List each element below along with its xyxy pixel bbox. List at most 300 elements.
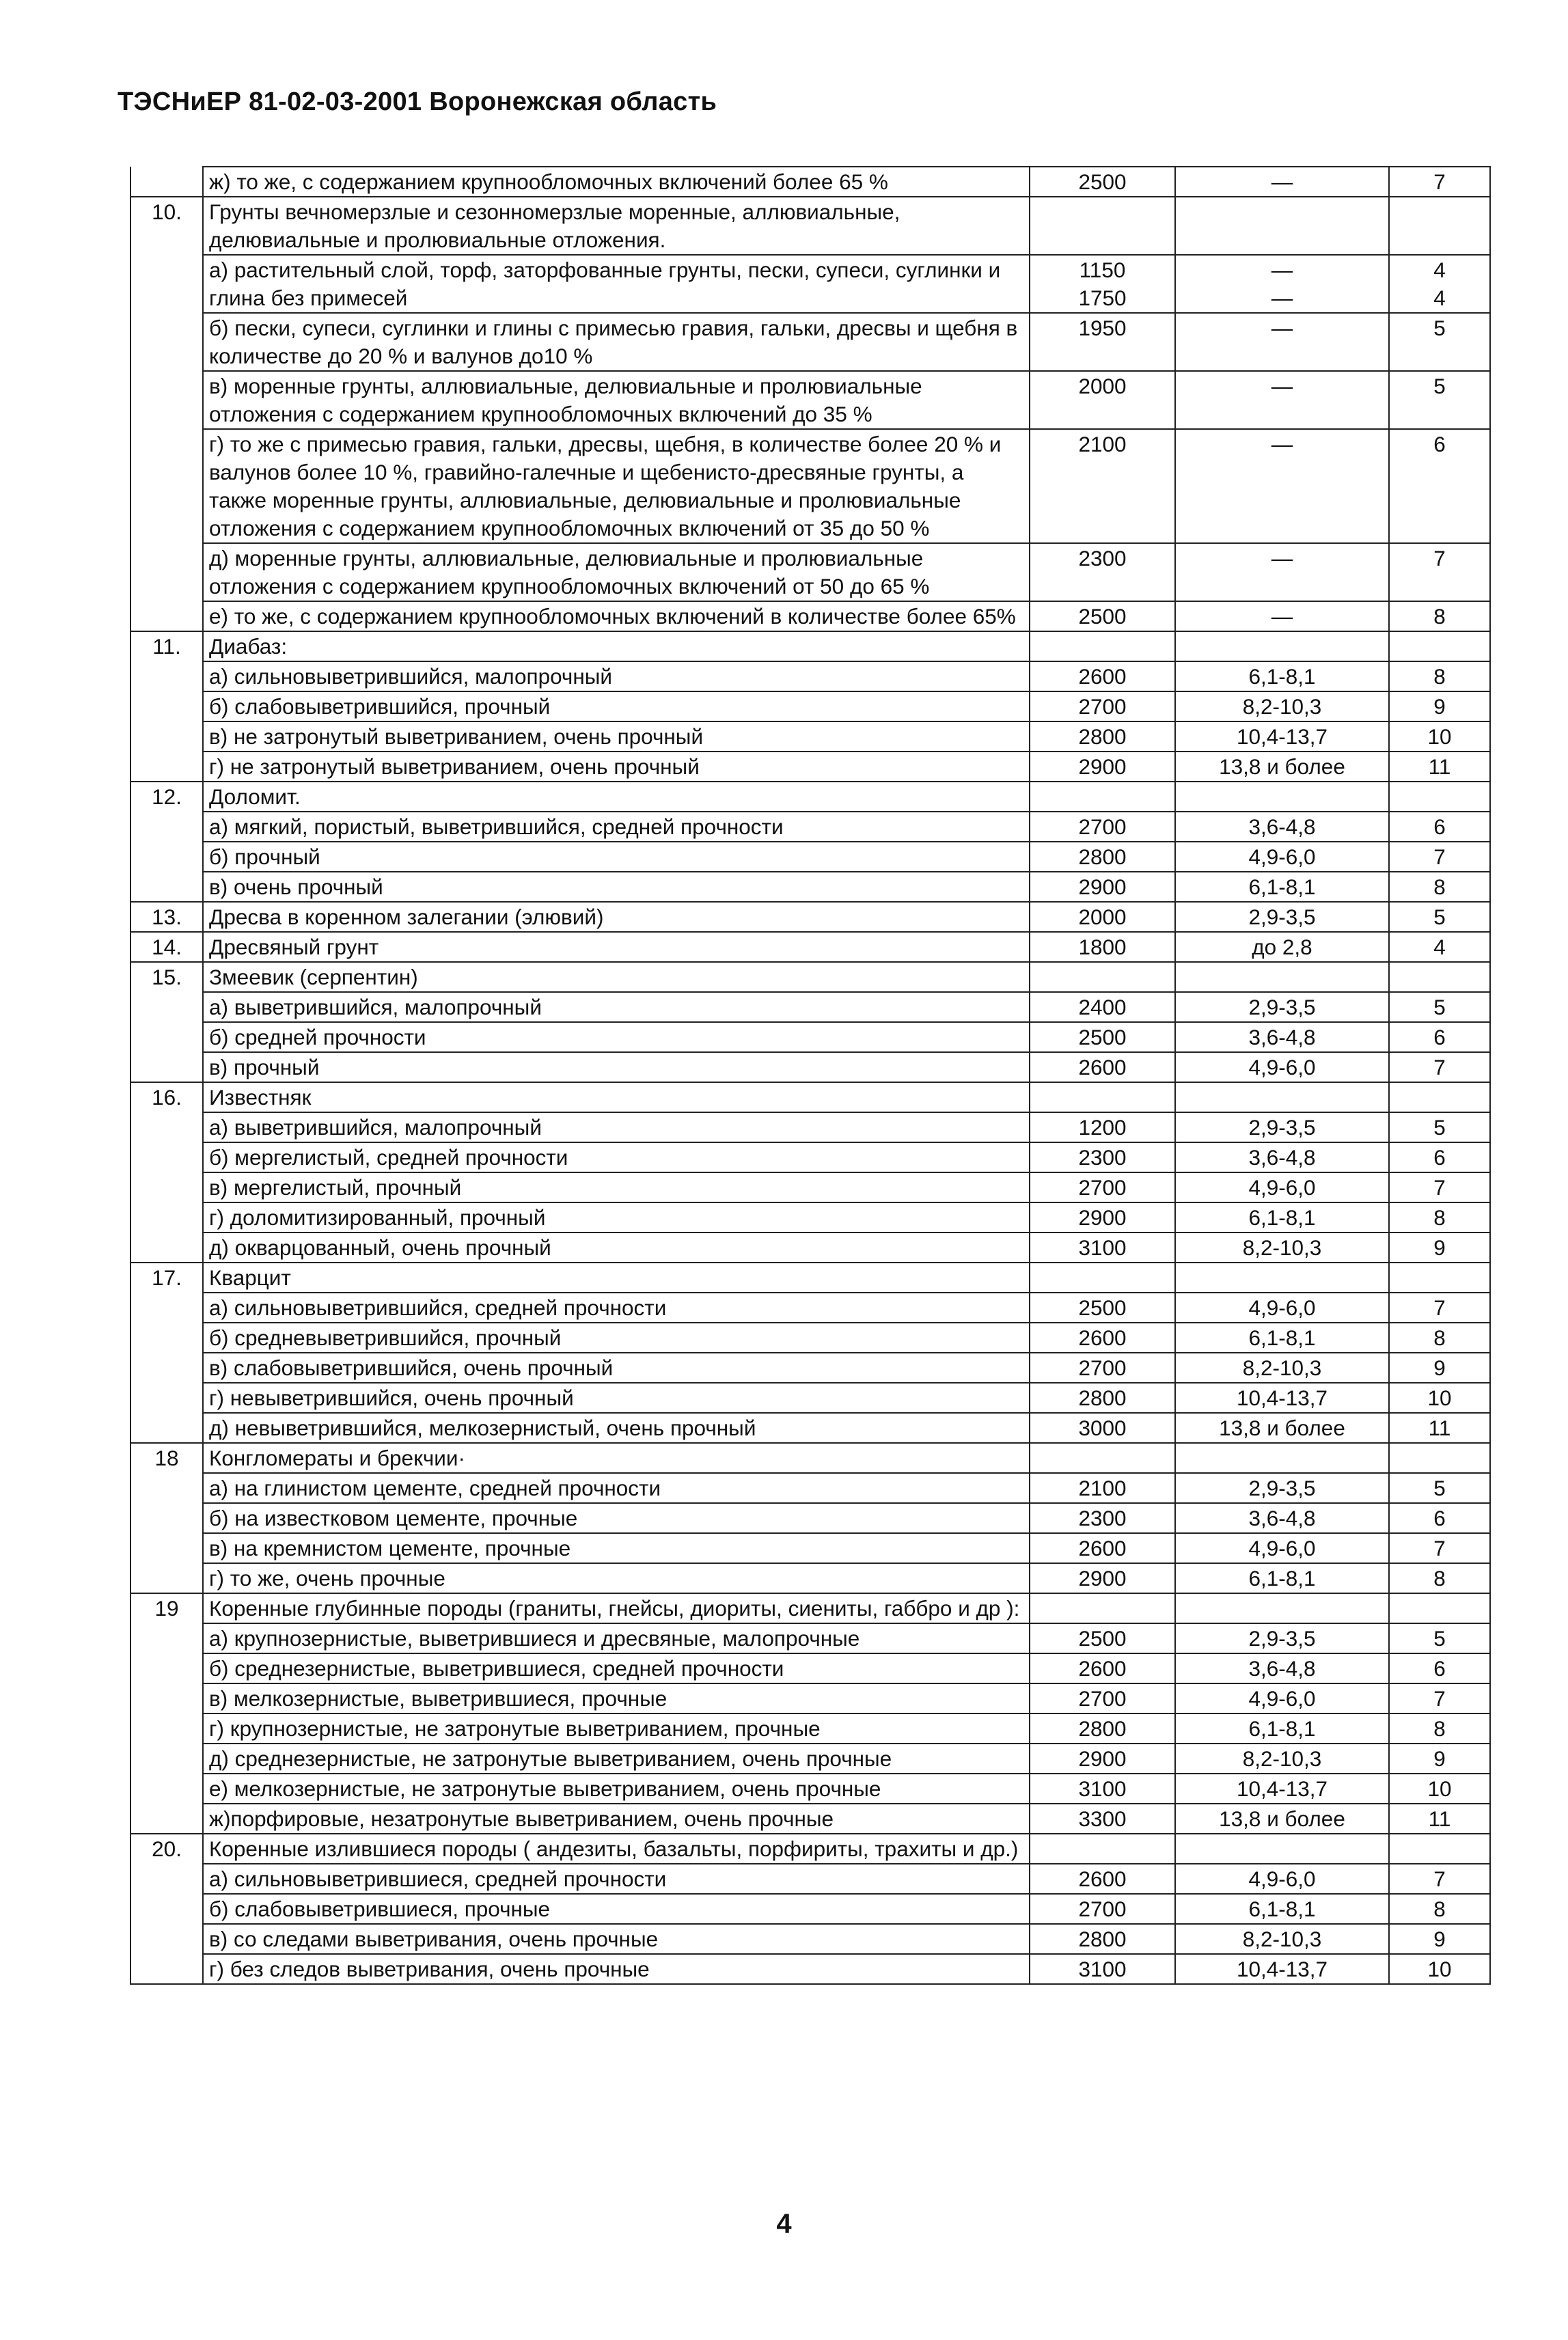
strength-cell: 6,1-8,1 xyxy=(1175,661,1389,691)
row-number-cell xyxy=(130,313,203,371)
group-cell: 5 xyxy=(1389,1473,1490,1503)
strength-cell: 6,1-8,1 xyxy=(1175,1563,1389,1593)
group-cell: 5 xyxy=(1389,992,1490,1022)
description-cell: а) сильновыветрившийся, средней прочности xyxy=(203,1293,1030,1323)
row-number-cell xyxy=(130,1353,203,1383)
table-row xyxy=(130,1353,1490,1383)
row-number-cell xyxy=(130,543,203,601)
table-row xyxy=(130,1954,1490,1984)
description-cell: Доломит. xyxy=(203,782,1030,812)
strength-cell: 2,9-3,5 xyxy=(1175,1473,1389,1503)
density-cell: 3000 xyxy=(1030,1413,1175,1443)
density-cell: 2800 xyxy=(1030,1713,1175,1744)
density-cell: 2800 xyxy=(1030,1924,1175,1954)
description-cell: в) на кремнистом цементе, прочные xyxy=(203,1533,1030,1563)
row-number-cell xyxy=(130,1924,203,1954)
row-number-cell xyxy=(130,812,203,842)
strength-cell: 3,6-4,8 xyxy=(1175,1022,1389,1052)
description-cell: г) крупнозернистые, не затронутые выветриванием, прочные xyxy=(203,1713,1030,1744)
density-cell: 2000 xyxy=(1030,902,1175,932)
group-cell xyxy=(1389,1443,1490,1473)
density-cell xyxy=(1030,962,1175,992)
group-cell: 7 xyxy=(1389,543,1490,601)
strength-cell: 10,4-13,7 xyxy=(1175,721,1389,752)
group-cell: 7 xyxy=(1389,1293,1490,1323)
description-cell: г) то же с примесью гравия, гальки, дресвы, щебня, в количестве более 20 % и валунов более 10 %, гравийно-галечные и щебенисто-дресвяные грунты, а также моренные грунты, аллювиальные, делювиальные и пролювиальные отложения с содержанием крупнообломочных включений от 35 до 50 % xyxy=(203,429,1030,543)
strength-cell: 13,8 и более xyxy=(1175,752,1389,782)
row-number-cell xyxy=(130,721,203,752)
group-cell: 6 xyxy=(1389,1142,1490,1172)
description-cell: е) то же, с содержанием крупнообломочных включений в количестве более 65% xyxy=(203,601,1030,631)
density-cell: 2700 xyxy=(1030,1172,1175,1202)
group-cell xyxy=(1389,962,1490,992)
row-number-cell xyxy=(130,992,203,1022)
row-number-cell xyxy=(130,1623,203,1653)
row-number-cell xyxy=(130,1713,203,1744)
table-body xyxy=(130,167,1490,1984)
table-row xyxy=(130,1022,1490,1052)
description-cell: в) не затронутый выветриванием, очень прочный xyxy=(203,721,1030,752)
density-cell: 2500 xyxy=(1030,1623,1175,1653)
row-number-cell xyxy=(130,1744,203,1774)
group-cell xyxy=(1389,631,1490,661)
description-cell: б) прочный xyxy=(203,842,1030,872)
row-number-cell: 13. xyxy=(130,902,203,932)
group-cell: 11 xyxy=(1389,752,1490,782)
table-row xyxy=(130,1142,1490,1172)
strength-cell: 4,9-6,0 xyxy=(1175,1293,1389,1323)
group-cell: 6 xyxy=(1389,1503,1490,1533)
group-cell: 9 xyxy=(1389,1353,1490,1383)
density-cell: 2900 xyxy=(1030,872,1175,902)
table-row xyxy=(130,1112,1490,1142)
density-cell: 2500 xyxy=(1030,167,1175,197)
row-number-cell xyxy=(130,1323,203,1353)
group-cell: 8 xyxy=(1389,1323,1490,1353)
row-number-cell xyxy=(130,1233,203,1263)
strength-cell xyxy=(1175,1082,1389,1112)
strength-cell xyxy=(1175,631,1389,661)
table-row xyxy=(130,1563,1490,1593)
table-row xyxy=(130,1894,1490,1924)
strength-cell: 6,1-8,1 xyxy=(1175,872,1389,902)
group-cell: 9 xyxy=(1389,1744,1490,1774)
density-cell xyxy=(1030,782,1175,812)
table-row xyxy=(130,661,1490,691)
density-cell: 2800 xyxy=(1030,842,1175,872)
row-number-cell xyxy=(130,842,203,872)
strength-cell: 6,1-8,1 xyxy=(1175,1202,1389,1233)
row-number-cell: 20. xyxy=(130,1834,203,1864)
row-number-cell xyxy=(130,1563,203,1593)
table-row xyxy=(130,1293,1490,1323)
table-row xyxy=(130,371,1490,429)
description-cell: а) сильновыветрившиеся, средней прочности xyxy=(203,1864,1030,1894)
soil-classification-table-wrap xyxy=(130,166,1489,1985)
strength-cell: 10,4-13,7 xyxy=(1175,1954,1389,1984)
density-cell: 2600 xyxy=(1030,661,1175,691)
table-row xyxy=(130,167,1490,197)
table-row xyxy=(130,1653,1490,1683)
strength-cell: — xyxy=(1175,167,1389,197)
group-cell: 10 xyxy=(1389,1383,1490,1413)
row-number-cell xyxy=(130,1653,203,1683)
group-cell: 7 xyxy=(1389,167,1490,197)
strength-cell: 3,6-4,8 xyxy=(1175,812,1389,842)
group-cell: 8 xyxy=(1389,1894,1490,1924)
density-cell: 2600 xyxy=(1030,1653,1175,1683)
group-cell: 10 xyxy=(1389,1954,1490,1984)
row-number-cell xyxy=(130,1142,203,1172)
description-cell: д) моренные грунты, аллювиальные, делювиальные и пролювиальные отложения с содержанием крупнообломочных включений от 50 до 65 % xyxy=(203,543,1030,601)
row-number-cell xyxy=(130,1774,203,1804)
description-cell: г) не затронутый выветриванием, очень прочный xyxy=(203,752,1030,782)
strength-cell: 8,2-10,3 xyxy=(1175,1744,1389,1774)
table-row xyxy=(130,429,1490,543)
group-cell: 8 xyxy=(1389,661,1490,691)
strength-cell: — xyxy=(1175,429,1389,543)
description-cell: ж) то же, с содержанием крупнообломочных включений более 65 % xyxy=(203,167,1030,197)
table-row xyxy=(130,1082,1490,1112)
description-cell: г) невыветрившийся, очень прочный xyxy=(203,1383,1030,1413)
table-row xyxy=(130,721,1490,752)
description-cell: в) моренные грунты, аллювиальные, делювиальные и пролювиальные отложения с содержанием крупнообломочных включений до 35 % xyxy=(203,371,1030,429)
density-cell: 2700 xyxy=(1030,812,1175,842)
strength-cell: 13,8 и более xyxy=(1175,1804,1389,1834)
description-cell: б) средневыветрившийся, прочный xyxy=(203,1323,1030,1353)
table-row xyxy=(130,255,1490,313)
description-cell: е) мелкозернистые, не затронутые выветриванием, очень прочные xyxy=(203,1774,1030,1804)
strength-cell: 8,2-10,3 xyxy=(1175,1233,1389,1263)
strength-cell: 10,4-13,7 xyxy=(1175,1774,1389,1804)
row-number-cell: 16. xyxy=(130,1082,203,1112)
strength-cell: 10,4-13,7 xyxy=(1175,1383,1389,1413)
strength-cell: — xyxy=(1175,371,1389,429)
density-cell: 2900 xyxy=(1030,1744,1175,1774)
row-number-cell xyxy=(130,1864,203,1894)
density-cell: 3100 xyxy=(1030,1774,1175,1804)
group-cell: 5 xyxy=(1389,902,1490,932)
density-cell: 2800 xyxy=(1030,1383,1175,1413)
row-number-cell: 11. xyxy=(130,631,203,661)
density-cell xyxy=(1030,1593,1175,1623)
group-cell: 9 xyxy=(1389,691,1490,721)
row-number-cell xyxy=(130,1683,203,1713)
description-cell: Конгломераты и брекчии· xyxy=(203,1443,1030,1473)
strength-cell: 3,6-4,8 xyxy=(1175,1653,1389,1683)
table-row xyxy=(130,543,1490,601)
group-cell: 5 xyxy=(1389,313,1490,371)
strength-cell: 8,2-10,3 xyxy=(1175,691,1389,721)
page-number: 4 xyxy=(776,2209,792,2239)
table-row xyxy=(130,1052,1490,1082)
density-cell: 2700 xyxy=(1030,691,1175,721)
table-row xyxy=(130,872,1490,902)
row-number-cell xyxy=(130,872,203,902)
density-cell: 2900 xyxy=(1030,752,1175,782)
strength-cell: 4,9-6,0 xyxy=(1175,1683,1389,1713)
strength-cell: 4,9-6,0 xyxy=(1175,1864,1389,1894)
strength-cell: 8,2-10,3 xyxy=(1175,1924,1389,1954)
group-cell xyxy=(1389,1082,1490,1112)
row-number-cell: 17. xyxy=(130,1263,203,1293)
description-cell: Змеевик (серпентин) xyxy=(203,962,1030,992)
density-cell xyxy=(1030,1263,1175,1293)
group-cell: 7 xyxy=(1389,1533,1490,1563)
group-cell: 5 xyxy=(1389,1112,1490,1142)
table-row xyxy=(130,197,1490,255)
group-cell: 8 xyxy=(1389,872,1490,902)
strength-cell xyxy=(1175,1443,1389,1473)
description-cell: г) без следов выветривания, очень прочные xyxy=(203,1954,1030,1984)
strength-cell xyxy=(1175,1263,1389,1293)
strength-cell: 6,1-8,1 xyxy=(1175,1894,1389,1924)
density-cell: 2900 xyxy=(1030,1202,1175,1233)
group-cell: 10 xyxy=(1389,721,1490,752)
table-row xyxy=(130,1804,1490,1834)
table-row xyxy=(130,601,1490,631)
row-number-cell xyxy=(130,1022,203,1052)
soil-classification-table xyxy=(130,166,1491,1985)
strength-cell: — — xyxy=(1175,255,1389,313)
table-row xyxy=(130,1473,1490,1503)
strength-cell: 3,6-4,8 xyxy=(1175,1142,1389,1172)
table-row xyxy=(130,902,1490,932)
strength-cell: 6,1-8,1 xyxy=(1175,1713,1389,1744)
row-number-cell: 18 xyxy=(130,1443,203,1473)
density-cell: 1800 xyxy=(1030,932,1175,962)
description-cell: в) слабовыветрившийся, очень прочный xyxy=(203,1353,1030,1383)
strength-cell xyxy=(1175,1834,1389,1864)
group-cell: 6 xyxy=(1389,429,1490,543)
table-row xyxy=(130,992,1490,1022)
group-cell: 4 xyxy=(1389,932,1490,962)
group-cell: 9 xyxy=(1389,1233,1490,1263)
density-cell: 2500 xyxy=(1030,1022,1175,1052)
row-number-cell xyxy=(130,661,203,691)
density-cell xyxy=(1030,631,1175,661)
density-cell: 2300 xyxy=(1030,543,1175,601)
density-cell: 3100 xyxy=(1030,1233,1175,1263)
description-cell: в) мелкозернистые, выветрившиеся, прочные xyxy=(203,1683,1030,1713)
row-number-cell xyxy=(130,1503,203,1533)
group-cell: 7 xyxy=(1389,1052,1490,1082)
row-number-cell xyxy=(130,1052,203,1082)
group-cell: 5 xyxy=(1389,1623,1490,1653)
strength-cell: 4,9-6,0 xyxy=(1175,1172,1389,1202)
row-number-cell xyxy=(130,691,203,721)
description-cell: б) слабовыветрившийся, прочный xyxy=(203,691,1030,721)
description-cell: г) доломитизированный, прочный xyxy=(203,1202,1030,1233)
row-number-cell xyxy=(130,255,203,313)
row-number-cell xyxy=(130,429,203,543)
row-number-cell xyxy=(130,1894,203,1924)
description-cell: Кварцит xyxy=(203,1263,1030,1293)
density-cell xyxy=(1030,1834,1175,1864)
density-cell: 2800 xyxy=(1030,721,1175,752)
document-header: ТЭСНиЕР 81-02-03-2001 Воронежская область xyxy=(118,87,717,116)
density-cell: 2500 xyxy=(1030,1293,1175,1323)
description-cell: Дресвяный грунт xyxy=(203,932,1030,962)
group-cell: 7 xyxy=(1389,842,1490,872)
density-cell xyxy=(1030,1082,1175,1112)
description-cell: а) крупнозернистые, выветрившиеся и дресвяные, малопрочные xyxy=(203,1623,1030,1653)
table-row xyxy=(130,1864,1490,1894)
description-cell: в) мергелистый, прочный xyxy=(203,1172,1030,1202)
strength-cell: 4,9-6,0 xyxy=(1175,842,1389,872)
description-cell: Диабаз: xyxy=(203,631,1030,661)
description-cell: а) выветрившийся, малопрочный xyxy=(203,992,1030,1022)
description-cell: б) средней прочности xyxy=(203,1022,1030,1052)
density-cell xyxy=(1030,1443,1175,1473)
group-cell xyxy=(1389,1263,1490,1293)
table-row xyxy=(130,1172,1490,1202)
density-cell xyxy=(1030,197,1175,255)
table-row xyxy=(130,1774,1490,1804)
group-cell xyxy=(1389,782,1490,812)
strength-cell xyxy=(1175,962,1389,992)
group-cell: 8 xyxy=(1389,1563,1490,1593)
density-cell: 2000 xyxy=(1030,371,1175,429)
description-cell: Дресва в коренном залегании (элювий) xyxy=(203,902,1030,932)
strength-cell xyxy=(1175,782,1389,812)
row-number-cell: 14. xyxy=(130,932,203,962)
group-cell: 6 xyxy=(1389,1653,1490,1683)
density-cell: 1950 xyxy=(1030,313,1175,371)
strength-cell: 6,1-8,1 xyxy=(1175,1323,1389,1353)
description-cell: в) очень прочный xyxy=(203,872,1030,902)
description-cell: в) прочный xyxy=(203,1052,1030,1082)
density-cell: 2600 xyxy=(1030,1533,1175,1563)
density-cell: 2100 xyxy=(1030,429,1175,543)
table-row xyxy=(130,1443,1490,1473)
row-number-cell xyxy=(130,1413,203,1443)
group-cell xyxy=(1389,197,1490,255)
description-cell: д) невыветрившийся, мелкозернистый, очень прочный xyxy=(203,1413,1030,1443)
description-cell: а) сильновыветрившийся, малопрочный xyxy=(203,661,1030,691)
description-cell: Грунты вечномерзлые и сезонномерзлые моренные, аллювиальные, делювиальные и пролювиальные отложения. xyxy=(203,197,1030,255)
strength-cell: 2,9-3,5 xyxy=(1175,1112,1389,1142)
density-cell: 2900 xyxy=(1030,1563,1175,1593)
table-row xyxy=(130,313,1490,371)
table-row xyxy=(130,1713,1490,1744)
density-cell: 2500 xyxy=(1030,601,1175,631)
density-cell: 3300 xyxy=(1030,1804,1175,1834)
group-cell xyxy=(1389,1834,1490,1864)
density-cell: 2600 xyxy=(1030,1864,1175,1894)
group-cell: 10 xyxy=(1389,1774,1490,1804)
group-cell: 8 xyxy=(1389,1202,1490,1233)
table-row xyxy=(130,1593,1490,1623)
table-row xyxy=(130,782,1490,812)
group-cell: 7 xyxy=(1389,1172,1490,1202)
strength-cell xyxy=(1175,197,1389,255)
strength-cell: 3,6-4,8 xyxy=(1175,1503,1389,1533)
table-row xyxy=(130,1533,1490,1563)
description-cell: б) слабовыветрившиеся, прочные xyxy=(203,1894,1030,1924)
group-cell: 8 xyxy=(1389,1713,1490,1744)
group-cell: 7 xyxy=(1389,1683,1490,1713)
group-cell: 8 xyxy=(1389,601,1490,631)
row-number-cell xyxy=(130,167,203,197)
strength-cell: — xyxy=(1175,601,1389,631)
group-cell: 7 xyxy=(1389,1864,1490,1894)
density-cell: 1150 1750 xyxy=(1030,255,1175,313)
density-cell: 2700 xyxy=(1030,1894,1175,1924)
group-cell: 11 xyxy=(1389,1413,1490,1443)
row-number-cell: 19 xyxy=(130,1593,203,1623)
table-row xyxy=(130,1623,1490,1653)
description-cell: а) растительный слой, торф, заторфованные грунты, пески, супеси, суглинки и глина без примесей xyxy=(203,255,1030,313)
density-cell: 2700 xyxy=(1030,1683,1175,1713)
density-cell: 2100 xyxy=(1030,1473,1175,1503)
description-cell: б) среднезернистые, выветрившиеся, средней прочности xyxy=(203,1653,1030,1683)
strength-cell: 2,9-3,5 xyxy=(1175,1623,1389,1653)
row-number-cell xyxy=(130,1202,203,1233)
group-cell xyxy=(1389,1593,1490,1623)
description-cell: г) то же, очень прочные xyxy=(203,1563,1030,1593)
table-row xyxy=(130,1413,1490,1443)
table-row xyxy=(130,1233,1490,1263)
row-number-cell xyxy=(130,752,203,782)
description-cell: а) мягкий, пористый, выветрившийся, средней прочности xyxy=(203,812,1030,842)
row-number-cell xyxy=(130,1112,203,1142)
description-cell: а) выветрившийся, малопрочный xyxy=(203,1112,1030,1142)
row-number-cell: 10. xyxy=(130,197,203,255)
row-number-cell xyxy=(130,1533,203,1563)
table-row xyxy=(130,842,1490,872)
description-cell: Коренные глубинные породы (граниты, гнейсы, диориты, сиениты, габбро и др ): xyxy=(203,1593,1030,1623)
description-cell: б) пески, супеси, суглинки и глины с примесью гравия, гальки, дресвы и щебня в количестве до 20 % и валунов до10 % xyxy=(203,313,1030,371)
density-cell: 2400 xyxy=(1030,992,1175,1022)
row-number-cell xyxy=(130,601,203,631)
description-cell: ж)порфировые, незатронутые выветриванием, очень прочные xyxy=(203,1804,1030,1834)
table-row xyxy=(130,691,1490,721)
description-cell: д) окварцованный, очень прочный xyxy=(203,1233,1030,1263)
description-cell: Коренные излившиеся породы ( андезиты, базальты, порфириты, трахиты и др.) xyxy=(203,1834,1030,1864)
group-cell: 6 xyxy=(1389,812,1490,842)
row-number-cell xyxy=(130,1473,203,1503)
description-cell: Известняк xyxy=(203,1082,1030,1112)
group-cell: 4 4 xyxy=(1389,255,1490,313)
group-cell: 9 xyxy=(1389,1924,1490,1954)
table-row xyxy=(130,1834,1490,1864)
description-cell: б) на известковом цементе, прочные xyxy=(203,1503,1030,1533)
description-cell: б) мергелистый, средней прочности xyxy=(203,1142,1030,1172)
table-row xyxy=(130,1924,1490,1954)
row-number-cell xyxy=(130,1383,203,1413)
strength-cell: 2,9-3,5 xyxy=(1175,902,1389,932)
row-number-cell xyxy=(130,371,203,429)
row-number-cell: 12. xyxy=(130,782,203,812)
strength-cell: 2,9-3,5 xyxy=(1175,992,1389,1022)
density-cell: 2700 xyxy=(1030,1353,1175,1383)
density-cell: 3100 xyxy=(1030,1954,1175,1984)
table-row xyxy=(130,1323,1490,1353)
table-row xyxy=(130,1744,1490,1774)
group-cell: 5 xyxy=(1389,371,1490,429)
strength-cell: 4,9-6,0 xyxy=(1175,1533,1389,1563)
strength-cell: — xyxy=(1175,543,1389,601)
strength-cell xyxy=(1175,1593,1389,1623)
row-number-cell xyxy=(130,1172,203,1202)
table-row xyxy=(130,1383,1490,1413)
density-cell: 2300 xyxy=(1030,1142,1175,1172)
table-row xyxy=(130,1263,1490,1293)
group-cell: 6 xyxy=(1389,1022,1490,1052)
strength-cell: 13,8 и более xyxy=(1175,1413,1389,1443)
table-row xyxy=(130,1683,1490,1713)
